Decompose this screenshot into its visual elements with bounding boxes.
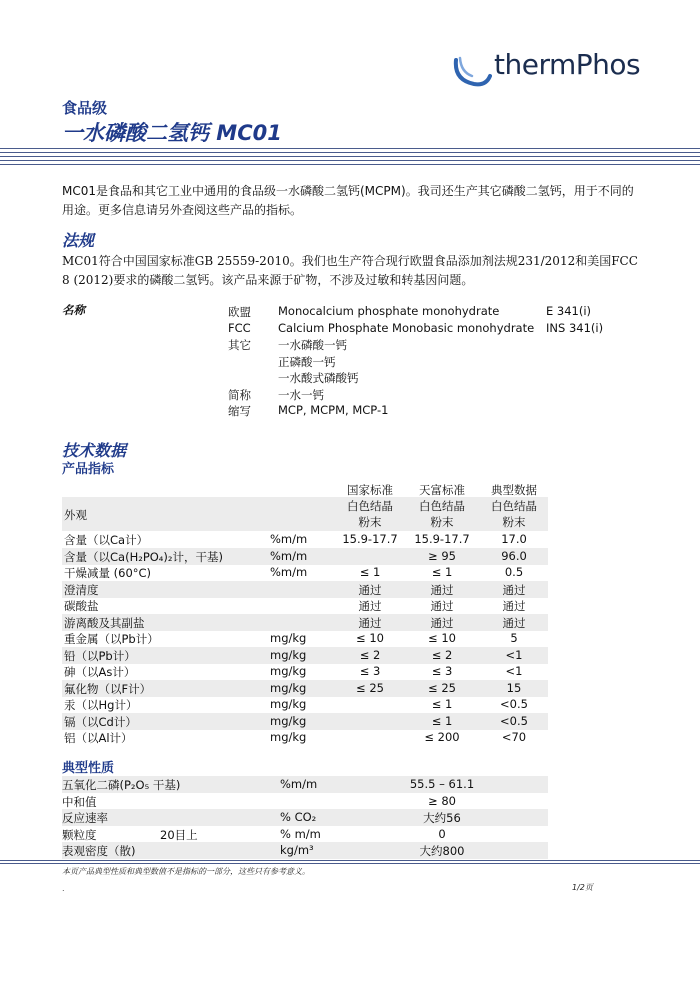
typical-heading: 典型性质 <box>62 761 115 776</box>
typical-row-value: 大约56 <box>423 811 461 825</box>
column-header: 天富标准 <box>419 483 465 497</box>
name-value: 一水一钙 <box>278 387 324 402</box>
spec-row-label: 汞（以Hg计） <box>64 698 138 712</box>
typical-row-label: 表观密度（散) <box>62 844 136 858</box>
spec-row-typical: 通过 <box>502 615 526 630</box>
spec-row-unit: mg/kg <box>270 647 307 662</box>
column-header: 国家标准 <box>347 483 393 497</box>
spec-row-tf: 通过 <box>430 599 454 613</box>
spec-row-gb: 通过 <box>358 615 382 630</box>
spec-row-typical: 通过 <box>502 582 526 597</box>
spec-row-tf: ≤ 1 <box>431 713 453 728</box>
spec-row-typical: 96.0 <box>501 548 527 563</box>
spec-row-tf: 通过 <box>430 582 454 597</box>
spec-row-gb: 15.9-17.7 <box>342 532 398 546</box>
typical-row-unit: % m/m <box>280 826 321 841</box>
spec-row-gb: ≤ 2 <box>359 647 381 662</box>
appearance-value: 白色结晶 <box>419 499 465 513</box>
spec-row-typical: <1 <box>505 647 523 662</box>
spec-row-typical: 0.5 <box>504 565 524 579</box>
name-key: 欧盟 <box>228 305 251 319</box>
spec-row-label: 含量（以Ca(H₂PO₄)₂计，干基) <box>64 549 223 564</box>
appearance-value: 白色结晶 <box>347 499 393 513</box>
spec-row-unit: %m/m <box>270 548 308 563</box>
spec-row-gb: ≤ 1 <box>359 565 381 579</box>
spec-row-unit: mg/kg <box>270 697 307 711</box>
spec-row-label: 含量（以Ca计） <box>64 533 149 547</box>
spec-row-label: 游离酸及其副盐 <box>64 615 145 630</box>
name-key: 缩写 <box>228 404 251 418</box>
spec-row-typical: <1 <box>505 664 523 678</box>
regulation-paragraph: MC01符合中国国家标准GB 25559-2010。我们也生产符合现行欧盟食品添加剂法规231/2012和美国FCC 8 (2012)要求的磷酸二氢钙。该产品来源于矿物，不涉及过敏和转基因问题。 <box>62 254 638 287</box>
footer-rule-2 <box>0 863 700 864</box>
spec-heading: 产品指标 <box>62 462 115 477</box>
spec-row-tf: 15.9-17.7 <box>414 532 470 546</box>
spec-row-typical: 5 <box>510 631 518 645</box>
spec-row-gb: ≤ 25 <box>356 680 384 695</box>
brand-logo-text: thermPhos <box>494 48 641 81</box>
spec-row-gb: 通过 <box>358 599 382 613</box>
column-header: 典型数据 <box>491 483 537 497</box>
spec-row-typical: <0.5 <box>500 697 528 711</box>
appearance-value: 粉末 <box>358 515 382 529</box>
typical-row-value: 55.5 – 61.1 <box>409 777 475 791</box>
brand-logo-mark-icon <box>452 56 492 94</box>
spec-row-gb: ≤ 3 <box>359 664 381 678</box>
page-title: 一水磷酸二氢钙 MC01 <box>62 121 282 145</box>
name-value: 一水磷酸一钙 <box>278 338 347 352</box>
spec-row-unit: mg/kg <box>270 713 307 728</box>
name-value: Monocalcium phosphate monohydrate <box>278 304 500 318</box>
spec-row-typical: 17.0 <box>501 532 527 546</box>
typical-row-value: ≥ 80 <box>428 793 456 808</box>
typical-row-label: 颗粒度 <box>62 827 97 842</box>
name-key: 其它 <box>228 338 251 352</box>
intro-paragraph: MC01是食品和其它工业中通用的食品级一水磷酸二氢钙(MCPM)。我司还生产其它磷酸二氢钙，用于不同的用途。更多信息请另外查阅这些产品的指标。 <box>62 184 634 217</box>
footer-rule-1 <box>0 860 700 861</box>
spec-row-tf: ≤ 25 <box>428 680 456 695</box>
spec-row-typical: <70 <box>501 730 527 744</box>
spec-row-tf: ≤ 10 <box>428 631 456 645</box>
appearance-value: 粉末 <box>430 515 454 529</box>
header-rule-3 <box>0 156 700 157</box>
tech-heading: 技术数据 <box>62 441 127 460</box>
page-number: 1/2页 <box>572 883 593 892</box>
spec-row-gb: ≤ 10 <box>356 631 384 645</box>
spec-row-label: 碳酸盐 <box>64 599 99 613</box>
spec-row-tf: ≤ 1 <box>431 697 453 711</box>
typical-row-unit: kg/m³ <box>280 843 314 857</box>
spec-row-tf: ≤ 1 <box>431 565 453 579</box>
spec-row-tf: ≤ 3 <box>431 664 453 678</box>
spec-row-label: 铅（以Pb计） <box>64 648 136 663</box>
name-key: FCC <box>228 320 251 335</box>
spec-row-label: 干燥减量 (60°C) <box>64 566 152 580</box>
header-rule-5 <box>0 164 700 165</box>
names-label: 名称 <box>62 303 85 317</box>
name-value: Calcium Phosphate Monobasic monohydrate <box>278 320 535 335</box>
regulation-heading: 法规 <box>62 231 95 250</box>
spec-row-label: 砷（以As计） <box>64 665 136 679</box>
name-code: E 341(i) <box>546 304 592 318</box>
spec-row-tf: ≥ 95 <box>428 548 456 563</box>
spec-row-typical: 15 <box>506 680 522 695</box>
spec-row-label: 铝（以Al计） <box>64 731 133 745</box>
spec-row-label: 氟化物（以F计） <box>64 681 152 696</box>
row-label: 外观 <box>64 508 87 522</box>
spec-row-unit: %m/m <box>270 532 308 546</box>
name-key: 简称 <box>228 387 251 402</box>
spec-row-typical: 通过 <box>502 599 526 613</box>
spec-row-label: 澄清度 <box>64 582 99 597</box>
spec-row-typical: <0.5 <box>500 713 528 728</box>
spec-row-unit: mg/kg <box>270 631 307 645</box>
name-value: MCP, MCPM, MCP-1 <box>278 403 389 417</box>
typical-row-value: 大约800 <box>419 844 465 858</box>
spec-row-label: 重金属（以Pb计） <box>64 632 159 646</box>
name-value: 一水酸式磷酸钙 <box>278 371 359 385</box>
spec-row-unit: mg/kg <box>270 664 307 678</box>
spec-row-tf: 通过 <box>430 615 454 630</box>
typical-row-unit: %m/m <box>280 777 318 791</box>
spec-row-unit: mg/kg <box>270 730 307 744</box>
spec-row-unit: %m/m <box>270 565 308 579</box>
header-rule-1 <box>0 148 700 149</box>
appearance-value: 粉末 <box>502 515 526 529</box>
spec-row-gb: 通过 <box>358 582 382 597</box>
spec-row-tf: ≤ 2 <box>431 647 453 662</box>
appearance-value: 白色结晶 <box>491 499 537 513</box>
spec-row-label: 镉（以Cd计） <box>64 714 137 729</box>
typical-row-unit: % CO₂ <box>280 810 317 824</box>
name-code: INS 341(i) <box>546 320 604 335</box>
typical-row-value: 0 <box>438 826 446 841</box>
spec-row-unit: mg/kg <box>270 680 307 695</box>
typical-row-label: 五氧化二磷(P₂O₅ 干基) <box>62 778 181 792</box>
footer-mark: . <box>62 884 65 893</box>
footer-note: 本页产品典型性质和典型数值不是指标的一部分，这些只有参考意义。 <box>62 867 310 876</box>
header-rule-4 <box>0 160 700 161</box>
header-rule-2 <box>0 152 700 153</box>
typical-row-label: 反应速率 <box>62 811 108 825</box>
product-category: 食品级 <box>62 99 108 117</box>
typical-row-label: 中和值 <box>62 794 97 809</box>
name-value: 正磷酸一钙 <box>278 354 336 369</box>
spec-row-tf: ≤ 200 <box>424 730 460 744</box>
typical-row-extra: 20目上 <box>160 827 198 842</box>
